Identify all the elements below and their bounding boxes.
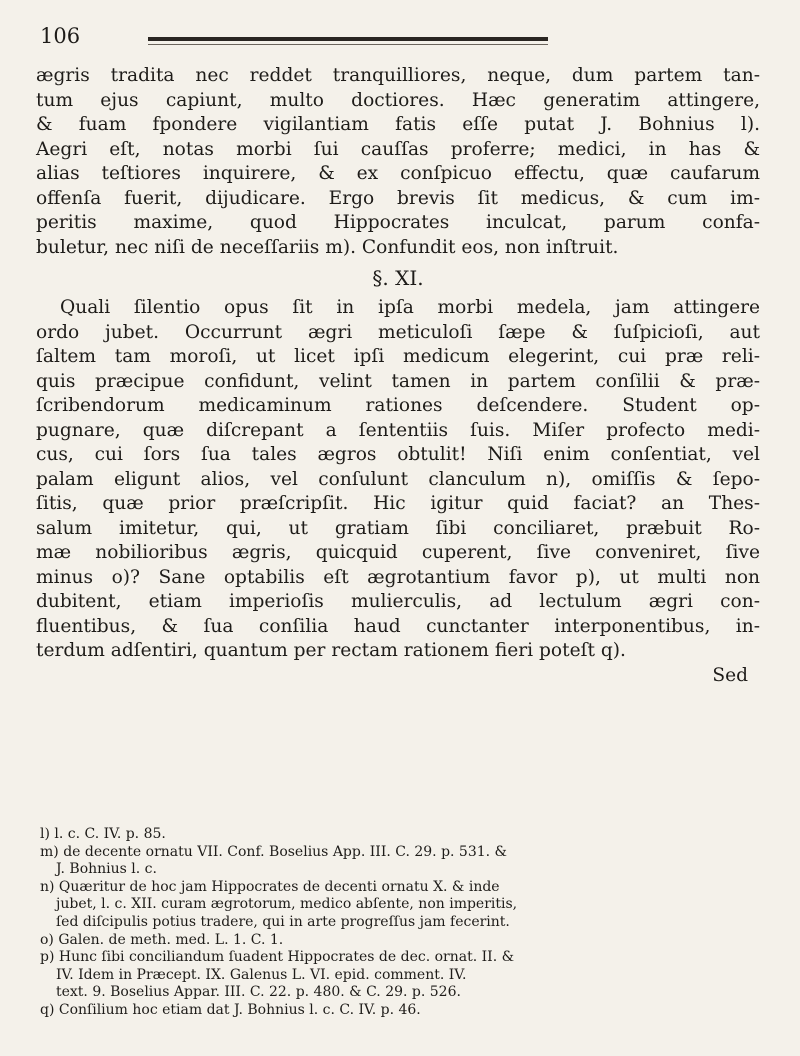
main-text xyxy=(36,64,760,688)
page-number: 106 xyxy=(40,24,81,48)
text-line: ſcribendorum medicaminum rationes deſcendere. Student op- xyxy=(36,395,760,416)
text-line: mæ nobilioribus ægris, quicquid cuperent, ſive conveniret, ſive xyxy=(36,542,760,563)
footnote-line: q) Conſilium hoc etiam dat J. Bohnius l. c. C. IV. p. 46. xyxy=(40,1001,421,1018)
text-line: ægris tradita nec reddet tranquilliores, neque, dum partem tan- xyxy=(36,65,760,86)
paragraph-continued xyxy=(36,64,760,260)
footnote-line: IV. Idem in Præcept. IX. Galenus L. VI. epid. comment. IV. xyxy=(56,966,467,983)
footnote-line: l) l. c. C. IV. p. 85. xyxy=(40,826,166,842)
text-line: dubitent, etiam imperioſis mulierculis, ad lectulum ægri con- xyxy=(36,591,760,612)
text-line: ſitis, quæ prior præſcripſit. Hic igitur quid faciat? an Thes- xyxy=(36,493,760,514)
text-line: minus o)? Sane optabilis eſt ægrotantium favor p), ut multi non xyxy=(36,566,760,588)
footnote-line: o) Galen. de meth. med. L. 1. C. 1. xyxy=(40,931,284,948)
text-line: alias teſtiores inquirere, & ex conſpicuo effectu, quæ caufarum xyxy=(36,163,760,184)
text-line: quis præcipue confidunt, velint tamen in partem conſilii & præ- xyxy=(36,370,760,392)
text-line: peritis maxime, quod Hippocrates inculcat, parum confa- xyxy=(36,212,760,233)
text-line: & fuam fpondere vigilantiam fatis eſſe putat J. Bohnius l). xyxy=(36,114,760,135)
paragraph-section-xi xyxy=(36,296,760,664)
text-line: tum ejus capiunt, multo doctiores. Hæc generatim attingere, xyxy=(36,89,760,111)
text-line: buletur, nec niſi de neceſſariis m). Confundit eos, non inſtruit. xyxy=(36,236,619,258)
footnote-line: m) de decente ornatu VII. Conf. Boselius App. III. C. 29. p. 531. & xyxy=(40,843,508,860)
text-line: Quali ſilentio opus ſit in ipſa morbi medela, jam attingere xyxy=(60,297,760,318)
text-line: offenſa fuerit, dijudicare. Ergo brevis ſit medicus, & cum im- xyxy=(36,187,760,209)
footnote-line: text. 9. Boselius Appar. III. C. 22. p. 480. & C. 29. p. 526. xyxy=(56,984,461,1001)
footnote-line: ſed diſcipulis potius tradere, qui in arte progreſſus jam fecerint. xyxy=(56,913,510,930)
text-line: cus, cui ſors ſua tales ægros obtulit! Niſi enim conſentiat, vel xyxy=(36,444,760,465)
footnote-line: J. Bohnius l. c. xyxy=(56,861,157,878)
text-line: palam eligunt alios, vel conſulunt clanculum n), omiſſis & ſepo- xyxy=(36,468,760,490)
text-line: fluentibus, & ſua conſilia haud cunctanter interponentibus, in- xyxy=(36,615,760,637)
footnotes xyxy=(40,826,756,1020)
catchword: Sed xyxy=(712,664,748,686)
text-line: salum imitetur, qui, ut gratiam ſibi conciliaret, præbuit Ro- xyxy=(36,517,760,539)
text-line: ſaltem tam moroſi, ut licet ipſi medicum elegerint, cui præ reli- xyxy=(36,346,760,367)
text-line: pugnare, quæ diſcrepant a ſententiis ſuis. Miſer profecto medi- xyxy=(36,419,760,441)
text-line: Aegri eſt, notas morbi ſui cauſſas proferre; medici, in has & xyxy=(36,138,760,160)
text-line: ordo jubet. Occurrunt ægri meticuloſi ſæpe & ſuſpicioſi, aut xyxy=(36,321,760,343)
section-heading: §. XI. xyxy=(372,266,424,290)
text-line: terdum adſentiri, quantum per rectam rationem fieri poteſt q). xyxy=(36,640,626,661)
footnote-line: p) Hunc ſibi conciliandum ſuadent Hippocrates de dec. ornat. II. & xyxy=(40,949,515,966)
footnote-line: jubet, l. c. XII. curam ægrotorum, medico abſente, non imperitis, xyxy=(56,896,518,913)
header-rule xyxy=(148,37,548,41)
footnote-line: n) Quæritur de hoc jam Hippocrates de decenti ornatu X. & inde xyxy=(40,878,500,895)
